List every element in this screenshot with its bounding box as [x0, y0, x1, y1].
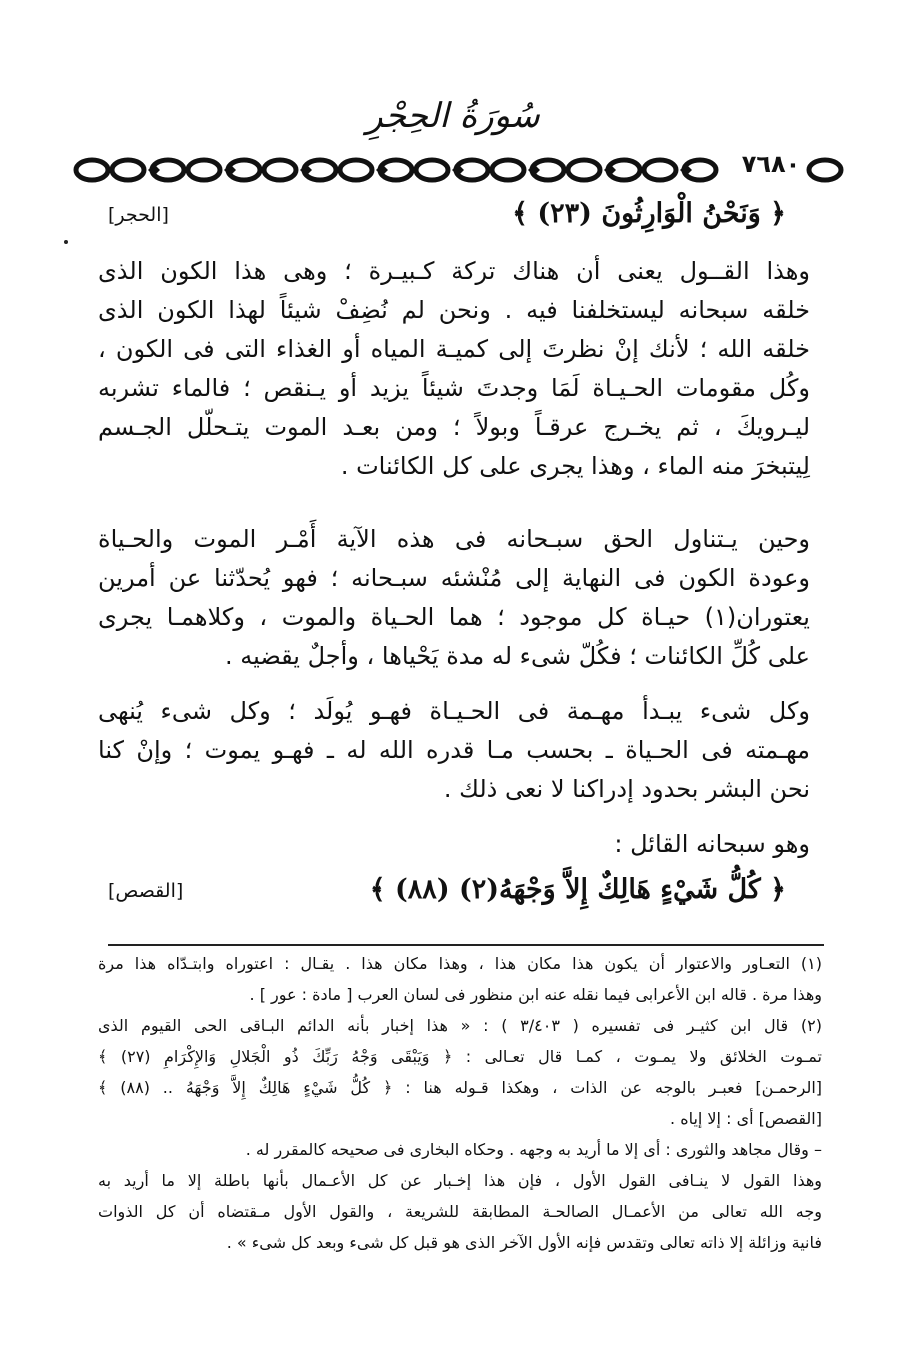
footnote-line: وهذا القول لا ينـافى القول الأول ، فإن هذا إخـبار عن كل الأعـمال بأنها باطلة إلا ما أريد به — [98, 1171, 822, 1190]
footnote-line: وجه الله تعالى من الأعمـال الصالحـة المطابقة للشريعة ، والقول الأول مـقتضاه أن كل الذوات — [98, 1202, 822, 1221]
text-line: نحن البشر بحدود إدراكنا لا نعى ذلك . — [443, 775, 810, 803]
verse-line — [80, 874, 786, 918]
verse-line — [80, 198, 786, 242]
footnote-divider — [108, 944, 824, 946]
text-line: خلقه سبحانه ليستخلفنا فيه . ونحن لم نُضِفْ شيئاً لهذا الكون الذى — [98, 296, 810, 324]
quran-verse: ﴿ وَنَحْنُ الْوَارِثُونَ (٢٣) ﴾ — [512, 198, 786, 229]
paragraph — [98, 692, 810, 809]
text-line: وحين يـتناول الحق سبـحانه فى هذه الآية أَمْـر الموت والحـياة — [98, 525, 810, 553]
footnote-line: تمـوت الخلائق ولا يمـوت ، كمـا قال تعـالى : ﴿ وَيَبْقَى وَجْهُ رَبِّكَ ذُو الْجَلالِ وَالإِكْرَامِ (٢٧) ﴾ — [98, 1047, 823, 1066]
text-line: لِيتبخرَ منه الماء ، وهذا يجرى على كل الكائنات . — [340, 452, 810, 480]
surah-reference: [الحجر] — [108, 204, 169, 226]
text-line: وكُل مقومات الحـيـاة لَمَا وجدتَ شيئاً يزيد أو يـنقص ؛ فالماء تشربه — [98, 374, 810, 402]
scan-speck — [64, 240, 68, 244]
text-line: خلقه الله ؛ لأنك إنْ نظرتَ إلى كميـة المياه أو الغذاء التى فى الكون ، — [98, 335, 810, 363]
footnote-line: [القصص] أى : إلا إياه . — [670, 1109, 822, 1128]
ornamental-header-band — [70, 152, 850, 188]
text-line: ليـرويكَ ، ثم يخـرج عرقـاً وبولاً ؛ ومن بعـد الموت يتـحلّل الجـسم — [98, 413, 810, 441]
page-number: ٧٦٨٠ — [741, 150, 801, 178]
footnote-line: – وقال مجاهد والثورى : أى إلا ما أريد به وجهه . وحكاه البخارى فى صحيحه كالمقرر له . — [245, 1140, 822, 1159]
footnote-line: [الرحمـن] فعبـر بالوجه عن الذات ، وهكذا قـوله هنا : ﴿ كُلُّ شَيْءٍ هَالِكٌ إِلاَّ وَجْهَهُ .. (٨٨) ﴾ — [98, 1078, 822, 1097]
intro-line: وهو سبحانه القائل : — [614, 830, 810, 858]
footnote-line: فانية وزائلة إلا ذاته تعالى وتقدس فإنه الأول الآخر الذى هو قبل كل شىء وبعد كل شىء » . — [226, 1233, 822, 1252]
footnote-line: (٢) قال ابن كثيـر فى تفسيره ( ٣/٤٠٣ ) : « هذا إخبار بأنه الدائم البـاقى الحى القيوم الذى — [98, 1016, 822, 1035]
text-line: وعودة الكون فى النهاية إلى مُنْشئه سبـحانه ؛ فهو يُحدّثنا عن أمرين — [98, 564, 810, 592]
paragraph — [98, 252, 810, 486]
text-line: وهذا القــول يعنى أن هناك تركة كـبيـرة ؛ وهى هذا الكون الذى — [98, 257, 810, 285]
footnote-line: وهذا مرة . قاله ابن الأعرابى فيما نقله عنه ابن منظور فى لسان العرب [ مادة : عور ] . — [249, 985, 822, 1004]
text-line: مهـمته فى الحـياة ـ بحسب مـا قدره الله له ـ فهـو يموت ؛ وإنْ كنا — [98, 736, 810, 764]
surah-reference: [القصص] — [108, 880, 184, 902]
text-line: وكل شىء يبـدأ مهـمة فى الحـيـاة فهـو يُولَد ؛ وكل شىء يُنهى — [98, 697, 810, 725]
surah-title: سُورَةُ الحِجْرِ — [366, 96, 540, 136]
text-line: يعتوران(١) حيـاة كل موجود ؛ هما الحـياة والموت ، وكلاهمـا يجرى — [98, 603, 810, 631]
footnote-line: (١) التعـاور والاعتوار أن يكون هذا مكان هذا ، وهذا مكان هذا . يقـال : اعتوراه وابتـدّاه هذا مرة — [98, 954, 822, 973]
footnotes — [98, 948, 822, 1258]
text-line: على كُلِّ الكائنات ؛ فكُلّ شىء له مدة يَحْياها ، وأجلٌ يقضيه . — [224, 642, 810, 670]
quran-verse: ﴿ كُلُّ شَيْءٍ هَالِكٌ إِلاَّ وَجْهَهُ(٢) (٨٨) ﴾ — [369, 874, 786, 905]
paragraph — [98, 520, 810, 676]
